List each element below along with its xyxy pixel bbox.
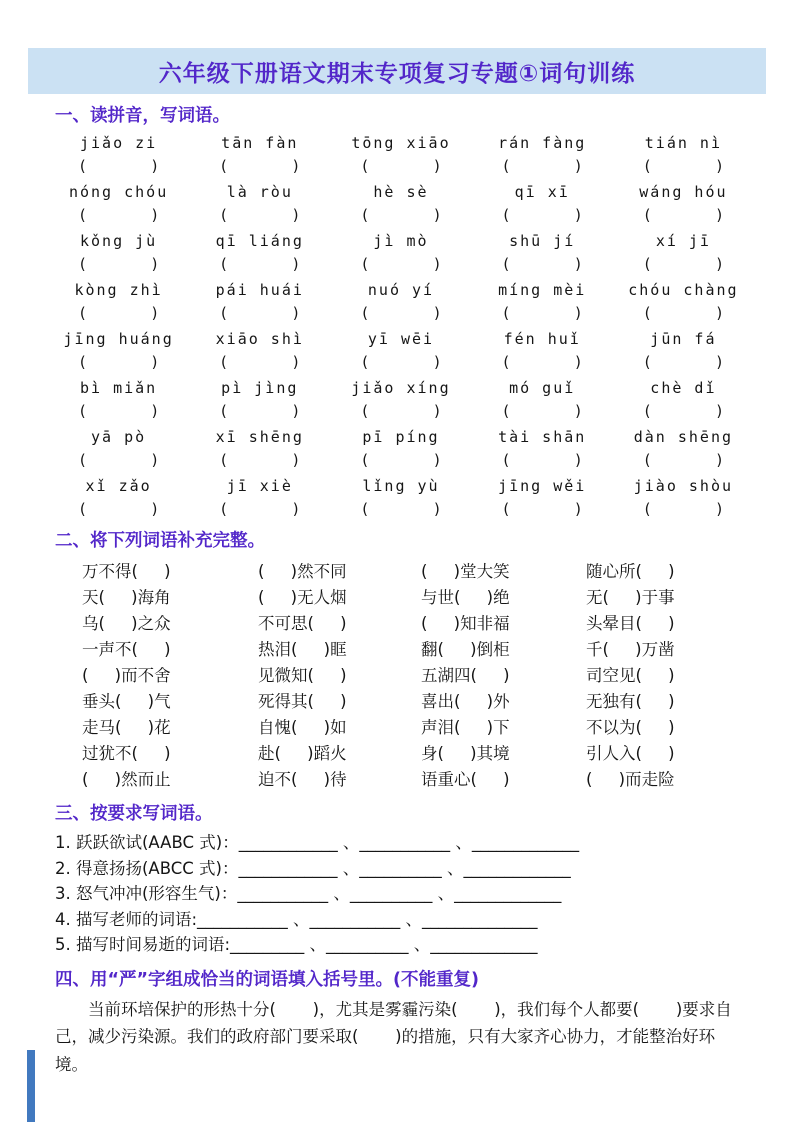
idiom-item: 热泪( )眶	[258, 640, 347, 659]
pinyin-word-cell	[472, 183, 613, 225]
pinyin-word-cell	[330, 281, 471, 323]
pinyin-text: jiǎo xíng	[351, 379, 451, 397]
pinyin-text: tān fàn	[221, 134, 299, 152]
answer-blank: ( )	[642, 206, 725, 224]
write-words-line: 4. 描写老师的词语:___________ 、___________ 、______________	[55, 909, 538, 929]
write-words-list	[55, 830, 754, 958]
idiom-item: 无( )于事	[586, 588, 675, 607]
pinyin-word-cell	[48, 379, 189, 421]
write-words-line: 3. 怒气冲冲(形容生气)：___________ 、__________ 、_____________	[55, 884, 562, 903]
write-words-line: 2. 得意扬扬(ABCC 式)：____________ 、__________ 、_____________	[55, 858, 571, 878]
pinyin-word-cell	[189, 183, 330, 225]
pinyin-word-cell	[189, 379, 330, 421]
idiom-item: ( )而走险	[586, 770, 675, 789]
idiom-item: 赴( )蹈火	[258, 744, 347, 763]
pinyin-text: lǐng yù	[362, 477, 440, 495]
idiom-item: 头晕目( )	[586, 614, 675, 633]
pinyin-word-cell	[472, 428, 613, 470]
pinyin-text: xǐ zǎo	[85, 477, 152, 495]
idiom-item: 走马( )花	[82, 718, 171, 737]
pinyin-text: yā pò	[91, 428, 147, 446]
pinyin-text: xí jī	[655, 232, 711, 250]
answer-blank: ( )	[360, 402, 442, 420]
pinyin-text: pì jìng	[221, 379, 299, 397]
pinyin-word-cell	[472, 379, 613, 421]
pinyin-word-cell	[48, 477, 189, 519]
pinyin-text: pī píng	[362, 428, 440, 446]
idiom-item: 垂头( )气	[82, 692, 171, 711]
idiom-item: 见微知( )	[258, 666, 347, 685]
pinyin-word-cell	[613, 330, 754, 372]
pinyin-word-cell	[472, 281, 613, 323]
pinyin-text: mó guǐ	[509, 379, 576, 397]
idiom-item: 万不得( )	[82, 562, 171, 581]
pinyin-text: jīng wěi	[498, 477, 587, 495]
idiom-item: 随心所( )	[586, 562, 675, 581]
pinyin-word-cell	[472, 477, 613, 519]
answer-blank: ( )	[360, 451, 442, 469]
title-band	[28, 48, 766, 94]
answer-blank: ( )	[501, 451, 583, 469]
pinyin-word-cell	[613, 134, 754, 176]
section2-heading: 二、将下列词语补充完整。	[55, 531, 265, 551]
idiom-item: 乌( )之众	[82, 614, 171, 633]
pinyin-text: rán fàng	[498, 134, 587, 152]
answer-blank: ( )	[360, 206, 442, 224]
idiom-item: 过犹不( )	[82, 744, 171, 763]
answer-blank: ( )	[642, 304, 725, 322]
pinyin-text: tōng xiāo	[351, 134, 451, 152]
answer-blank: ( )	[501, 353, 583, 371]
pinyin-text: tài shān	[498, 428, 587, 446]
idiom-item: ( )堂大笑	[421, 562, 510, 581]
answer-blank: ( )	[77, 353, 160, 371]
answer-blank: ( )	[501, 402, 583, 420]
pinyin-text: nóng chóu	[68, 183, 169, 201]
idiom-item: 迫不( )待	[258, 770, 347, 789]
answer-blank: ( )	[219, 304, 301, 322]
pinyin-word-cell	[48, 428, 189, 470]
answer-blank: ( )	[77, 402, 160, 420]
pinyin-grid	[0, 132, 794, 519]
pinyin-word-cell	[472, 134, 613, 176]
idiom-item: 一声不( )	[82, 640, 171, 659]
answer-blank: ( )	[642, 353, 725, 371]
pinyin-text: xiāo shì	[215, 330, 304, 348]
write-words-line: 1. 跃跃欲试(AABC 式)：____________ 、___________ 、_____________	[55, 833, 580, 852]
pinyin-word-cell	[330, 134, 471, 176]
pinyin-text: kǒng jù	[79, 232, 158, 250]
pinyin-word-cell	[330, 428, 471, 470]
answer-blank: ( )	[77, 500, 160, 518]
pinyin-word-cell	[613, 281, 754, 323]
answer-blank: ( )	[360, 157, 442, 175]
answer-blank: ( )	[219, 255, 301, 273]
idiom-item: ( )然不同	[258, 562, 347, 581]
pinyin-text: shū jí	[509, 232, 576, 250]
pinyin-word-cell	[330, 183, 471, 225]
pinyin-word-cell	[48, 134, 189, 176]
answer-blank: ( )	[501, 255, 583, 273]
idiom-item: 与世( )绝	[421, 588, 510, 607]
answer-blank: ( )	[219, 353, 301, 371]
idiom-item: 司空见( )	[586, 666, 675, 685]
pinyin-word-cell	[48, 183, 189, 225]
answer-blank: ( )	[77, 304, 160, 322]
idiom-item: 千( )万凿	[586, 640, 675, 659]
pinyin-text: jì mò	[373, 232, 429, 250]
page-edge-decoration	[27, 1050, 35, 1122]
pinyin-word-cell	[189, 281, 330, 323]
idiom-item: 翻( )倒柜	[421, 640, 510, 659]
idiom-item: 天( )海角	[82, 588, 171, 607]
pinyin-text: yī wēi	[367, 330, 435, 348]
pinyin-text: dàn shēng	[633, 428, 734, 446]
idiom-item: ( )然而止	[82, 770, 171, 789]
idiom-item: 不可思( )	[258, 614, 347, 633]
pinyin-word-cell	[189, 428, 330, 470]
pinyin-text: qī liáng	[215, 232, 304, 250]
pinyin-text: jūn fá	[650, 330, 717, 348]
idiom-item: 身( )其境	[421, 744, 510, 763]
pinyin-text: jīng huáng	[63, 330, 174, 348]
idiom-item: 五湖四( )	[421, 666, 510, 685]
pinyin-word-cell	[189, 134, 330, 176]
pinyin-text: kòng zhì	[74, 281, 163, 299]
answer-blank: ( )	[642, 500, 725, 518]
idiom-item: 自愧( )如	[258, 718, 347, 737]
idiom-item: ( )知非福	[421, 614, 510, 633]
answer-blank: ( )	[77, 206, 160, 224]
pinyin-word-cell	[48, 281, 189, 323]
idiom-item: 不以为( )	[586, 718, 675, 737]
pinyin-text: bì miǎn	[79, 379, 158, 397]
idiom-item: 引人入( )	[586, 744, 675, 763]
answer-blank: ( )	[77, 451, 160, 469]
section1-heading: 一、读拼音，写词语。	[55, 106, 230, 126]
section4-heading: 四、用“严”字组成恰当的词语填入括号里。(不能重复)	[55, 969, 479, 990]
idiom-grid	[0, 557, 794, 792]
pinyin-text: míng mèi	[498, 281, 587, 299]
answer-blank: ( )	[219, 206, 301, 224]
pinyin-text: fén huǐ	[503, 330, 581, 348]
pinyin-word-cell	[472, 232, 613, 274]
pinyin-word-cell	[189, 232, 330, 274]
answer-blank: ( )	[219, 402, 301, 420]
pinyin-text: jiǎo zi	[79, 134, 158, 152]
section3-heading: 三、按要求写词语。	[55, 804, 213, 824]
answer-blank: ( )	[501, 500, 583, 518]
pinyin-text: jiào shòu	[633, 477, 734, 495]
answer-blank: ( )	[360, 304, 442, 322]
pinyin-word-cell	[613, 477, 754, 519]
idiom-item: 语重心( )	[421, 770, 510, 789]
idiom-item: ( )而不舍	[82, 666, 171, 685]
answer-blank: ( )	[501, 304, 583, 322]
pinyin-word-cell	[330, 477, 471, 519]
pinyin-word-cell	[330, 379, 471, 421]
pinyin-text: wáng hóu	[639, 183, 728, 201]
pinyin-text: xī shēng	[215, 428, 304, 446]
answer-blank: ( )	[219, 451, 301, 469]
pinyin-word-cell	[613, 379, 754, 421]
pinyin-text: tián nì	[644, 134, 722, 152]
pinyin-text: pái huái	[215, 281, 304, 299]
idiom-item: ( )无人烟	[258, 588, 347, 607]
answer-blank: ( )	[642, 157, 725, 175]
idiom-item: 声泪( )下	[421, 718, 510, 737]
idiom-item: 喜出( )外	[421, 692, 510, 711]
idiom-item: 死得其( )	[258, 692, 347, 711]
answer-blank: ( )	[642, 451, 725, 469]
answer-blank: ( )	[642, 255, 725, 273]
page-title: 六年级下册语文期末专项复习专题①词句训练	[158, 60, 636, 87]
answer-blank: ( )	[501, 157, 583, 175]
answer-blank: ( )	[77, 157, 160, 175]
answer-blank: ( )	[219, 500, 301, 518]
pinyin-word-cell	[613, 428, 754, 470]
pinyin-text: là ròu	[226, 183, 293, 201]
pinyin-text: chè dǐ	[650, 379, 717, 397]
pinyin-word-cell	[472, 330, 613, 372]
fill-in-paragraph: 当前环培保护的形热十分( )，尤其是雾霾污染( )，我们每个人都要( )要求自己，减少污染源。我们的政府部门要采取( )的措施，只有大家齐心协力，才能整治好环境。	[55, 999, 732, 1074]
write-words-line: 5. 描写时间易逝的词语:_________ 、__________ 、_____________	[55, 935, 538, 954]
pinyin-word-cell	[189, 477, 330, 519]
pinyin-word-cell	[48, 232, 189, 274]
pinyin-text: nuó yí	[367, 281, 435, 299]
pinyin-text: jī xiè	[226, 477, 293, 495]
answer-blank: ( )	[360, 353, 442, 371]
pinyin-word-cell	[613, 183, 754, 225]
answer-blank: ( )	[77, 255, 160, 273]
pinyin-word-cell	[613, 232, 754, 274]
pinyin-word-cell	[330, 232, 471, 274]
answer-blank: ( )	[360, 255, 442, 273]
pinyin-word-cell	[330, 330, 471, 372]
answer-blank: ( )	[501, 206, 583, 224]
pinyin-word-cell	[48, 330, 189, 372]
pinyin-word-cell	[189, 330, 330, 372]
pinyin-text: chóu chàng	[628, 281, 739, 299]
answer-blank: ( )	[360, 500, 442, 518]
pinyin-text: qī xī	[514, 183, 570, 201]
answer-blank: ( )	[219, 157, 301, 175]
pinyin-text: hè sè	[373, 183, 429, 201]
idiom-item: 无独有( )	[586, 692, 675, 711]
answer-blank: ( )	[642, 402, 725, 420]
